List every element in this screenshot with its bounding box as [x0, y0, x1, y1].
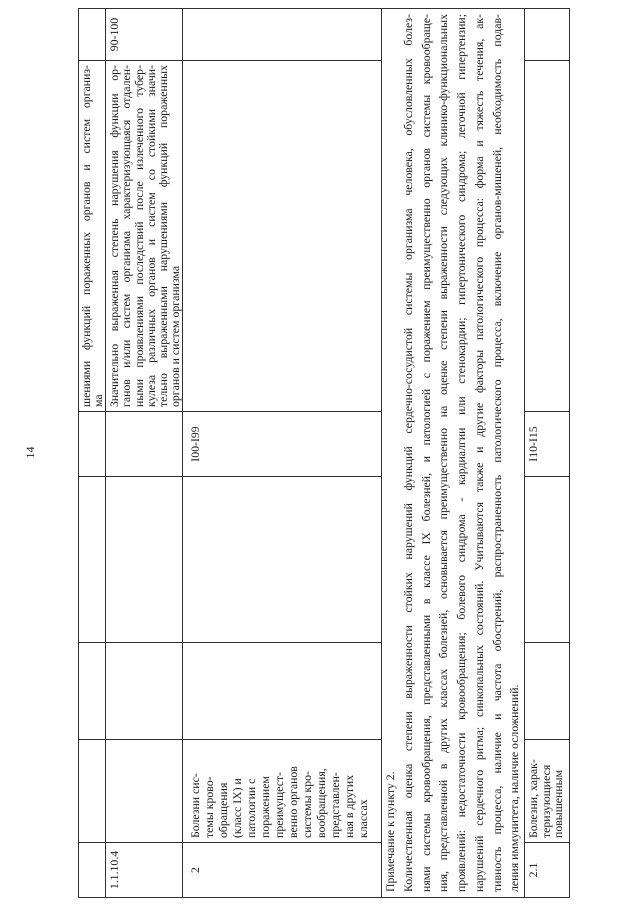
- subgroup-cell: [106, 477, 182, 642]
- score-cell: [525, 9, 569, 60]
- text-line: ния, представленной в других классах болезней, основывается преимущественно на оценке степени выраженности следующих клинико-функциональных: [436, 14, 451, 892]
- text-line: преимущест-: [272, 771, 286, 838]
- text-line: тивность процесса, наличие и частота обострений, распространенность патологического процесса, включение органов-мишеней, необходимость подав-: [489, 14, 504, 892]
- icd-code-cell: I00-I99: [183, 412, 381, 476]
- number-cell: 2: [183, 843, 381, 897]
- class-cell: [183, 740, 381, 842]
- text-line: (класс IX) и: [230, 778, 244, 838]
- class-cell: [106, 740, 182, 842]
- text-line: нарушений сердечного ритма; синкопальных состояний. Учитываются также и другие факторы патологического процесса: форма и тяжесть течения, ак-: [471, 14, 486, 892]
- description-cell: [106, 61, 182, 411]
- disability-assessment-table: [78, 8, 570, 898]
- subgroup-cell: [183, 477, 381, 642]
- description-cell: [79, 61, 105, 411]
- class-cell: [525, 740, 569, 842]
- text-line: ными проявлениями последствий после излеченного тубер-: [131, 65, 146, 407]
- text-line: венно органов: [286, 766, 300, 838]
- description-cell: [183, 61, 381, 411]
- text-line: Значительно выраженная степень нарушения функции ор-: [107, 65, 121, 407]
- group-cell: [183, 643, 381, 739]
- text-line: ганов и/или систем организма характеризующаяся отдален-: [119, 65, 134, 407]
- note-cell: [382, 9, 524, 897]
- group-cell: [79, 643, 105, 739]
- note-text: [400, 14, 524, 892]
- note-title: Примечание к пункту 2.: [383, 771, 397, 892]
- description-cell: [525, 61, 569, 411]
- score-cell: [183, 9, 381, 60]
- text-line: патологии с: [244, 778, 258, 838]
- score-cell: [79, 9, 105, 60]
- icd-code-cell: I10-I15: [525, 412, 569, 476]
- text-line: кулеза различных органов и систем со стойкими значи-: [143, 65, 158, 407]
- text-line: поражением: [258, 776, 272, 838]
- text-line: Количественная оценка степени выраженности стойких нарушений функций сердечно-сосудистой системы организма человека, обусловленных болез-: [400, 14, 415, 892]
- text-line: вообращения,: [314, 768, 328, 838]
- disease-class-text: [188, 744, 370, 838]
- text-line: обращения: [216, 782, 230, 838]
- group-cell: [106, 643, 182, 739]
- text-line: органов и систем организма: [168, 265, 183, 407]
- number-cell: [79, 843, 105, 897]
- text-line: системы кро-: [300, 771, 314, 838]
- text-line: темы крово-: [202, 776, 216, 838]
- description-text: [108, 65, 182, 407]
- text-line: повышенным: [551, 769, 566, 838]
- icd-code-cell: [79, 412, 105, 476]
- page-number: 14: [23, 446, 37, 459]
- text-line: Болезни сис-: [188, 773, 202, 838]
- text-line: ная в других: [342, 774, 356, 838]
- text-line: нями системы кровообращения, представленными в классе IX болезней, и патологией с поражением преимущественно органов системы кровообраще-: [418, 14, 433, 892]
- description-text: [80, 65, 105, 407]
- text-line: теризующиеся: [538, 764, 553, 838]
- subgroup-cell: [525, 477, 569, 642]
- text-line: шениями функций пораженных органов и систем организ-: [79, 65, 93, 407]
- number-cell: 2.1: [525, 843, 569, 897]
- text-line: классах: [356, 799, 370, 838]
- subgroup-cell: [79, 477, 105, 642]
- text-line: ма: [91, 394, 106, 407]
- number-cell: 1.1.10.4: [106, 843, 182, 897]
- score-cell: 90-100: [106, 9, 182, 60]
- icd-code-cell: [106, 412, 182, 476]
- group-cell: [525, 643, 569, 739]
- text-line: тельно выраженными нарушениями функций пораженных: [156, 65, 171, 407]
- text-line: представлен-: [328, 772, 342, 838]
- disease-group-text: [527, 744, 565, 838]
- text-line: ления иммунитета, наличие осложнений.: [507, 684, 522, 892]
- class-cell: [79, 740, 105, 842]
- text-line: Болезни, харак-: [526, 759, 540, 838]
- text-line: проявлений: недостаточности кровообращения; болевого синдрома - кардиалгии или стенокардии; гипертонического синдрома; легочной гипертензии;: [454, 14, 468, 892]
